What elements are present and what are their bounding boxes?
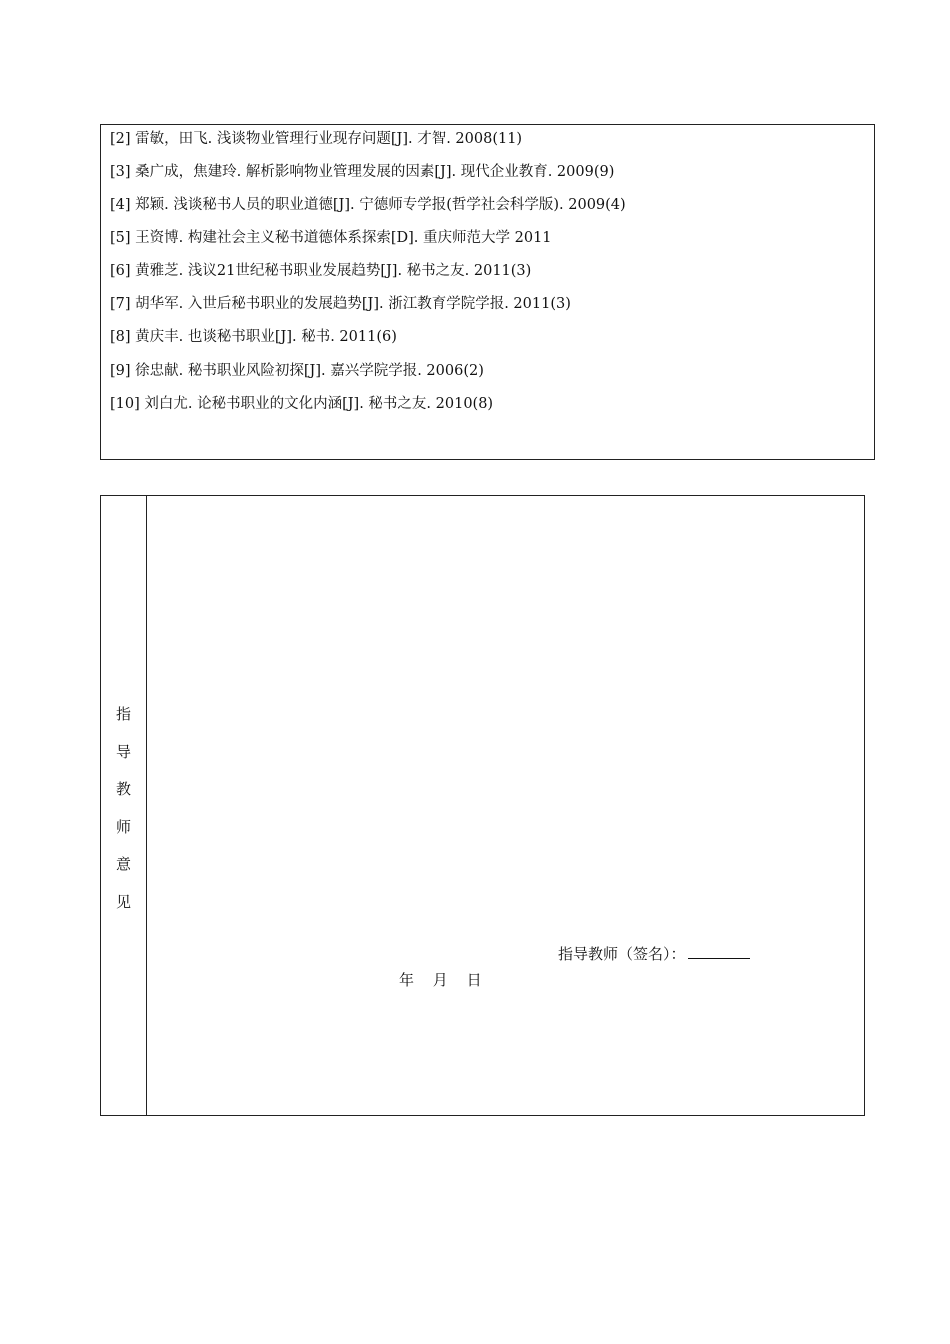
reference-item: [4] 郑颖. 浅谈秘书人员的职业道德[J]. 宁德师专学报(哲学社会科学版). 2009(4) [110,197,626,213]
reference-item: [8] 黄庆丰. 也谈秘书职业[J]. 秘书. 2011(6) [110,329,397,345]
label-char: 师 [115,818,131,836]
reference-item: [10] 刘白尤. 论秘书职业的文化内涵[J]. 秘书之友. 2010(8) [110,396,494,412]
reference-item: [6] 黄雅芝. 浅议21世纪秘书职业发展趋势[J]. 秘书之友. 2011(3) [110,263,532,279]
date-line [399,970,496,990]
advisor-comment-label-column [101,496,147,1115]
label-char: 导 [115,743,131,761]
references-box [100,124,875,460]
date-day: 日 [466,971,482,989]
label-char: 指 [115,705,131,723]
reference-item: [2] 雷敏，田飞. 浅谈物业管理行业现存问题[J]. 才智. 2008(11) [110,131,523,147]
label-char: 意 [115,855,131,873]
label-char: 教 [115,780,131,798]
signature-line [558,944,750,964]
reference-item: [7] 胡华军. 入世后秘书职业的发展趋势[J]. 浙江教育学院学报. 2011(3) [110,296,571,312]
date-month: 月 [432,971,448,989]
date-year: 年 [399,971,415,989]
reference-item: [5] 王资博. 构建社会主义秘书道德体系探索[D]. 重庆师范大学 2011 [110,230,552,246]
label-char: 见 [115,893,131,911]
reference-item: [3] 桑广成，焦建玲. 解析影响物业管理发展的因素[J]. 现代企业教育. 2009(9) [110,164,615,180]
reference-item: [9] 徐忠献. 秘书职业风险初探[J]. 嘉兴学院学报. 2006(2) [110,363,484,379]
signature-label: 指导教师（签名）： [558,945,686,963]
advisor-comment-table [100,495,865,1116]
signature-field[interactable] [688,944,750,959]
